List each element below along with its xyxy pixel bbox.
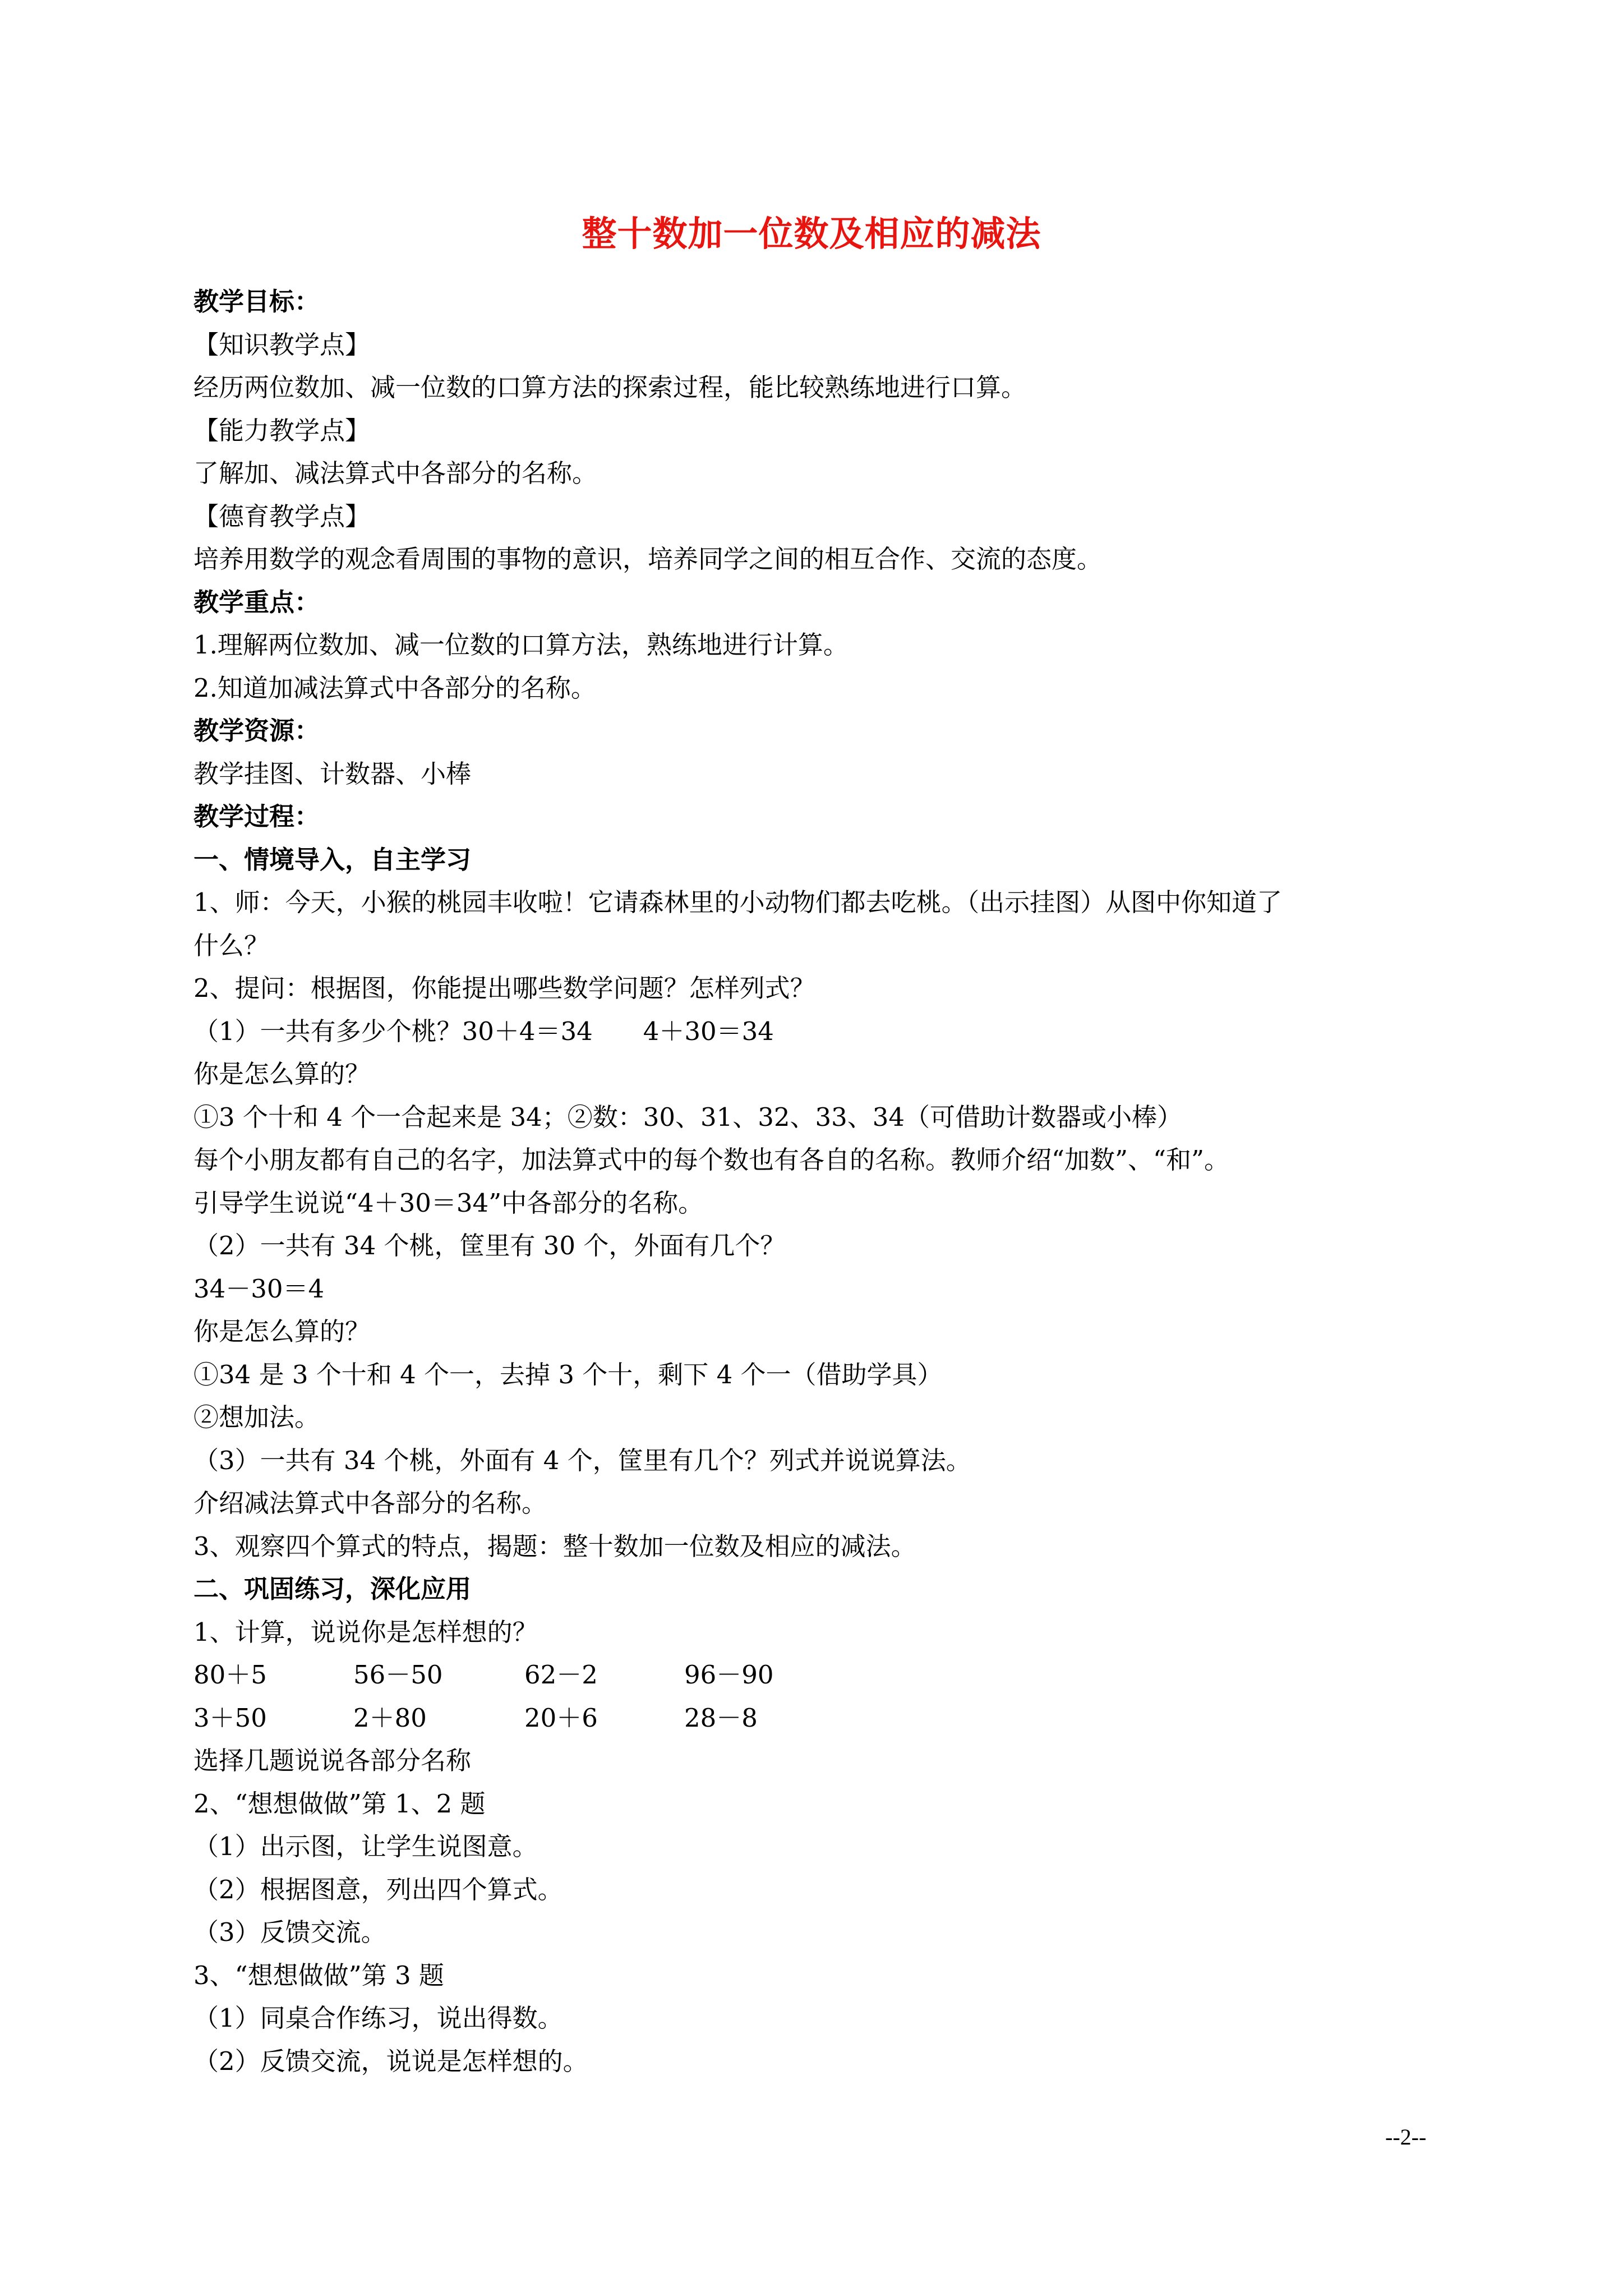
- document-title: 整十数加一位数及相应的减法: [582, 213, 1041, 254]
- section-heading: 一、情境导入，自主学习: [193, 844, 472, 875]
- calculation-item: 56－50: [353, 1660, 443, 1690]
- body-text-line: 引导学生说说“4＋30＝34”中各部分的名称。: [193, 1188, 704, 1218]
- body-text-line: 3、观察四个算式的特点，揭题：整十数加一位数及相应的减法。: [193, 1531, 916, 1561]
- body-text-line: （2）一共有 34 个桃，筐里有 30 个，外面有几个？: [193, 1231, 786, 1260]
- section-heading: 二、巩固练习，深化应用: [193, 1574, 472, 1604]
- section-heading: 教学资源：: [193, 716, 320, 746]
- body-text-line: ②想加法。: [193, 1402, 320, 1432]
- body-text-line: （1）一共有多少个桃？30＋4＝34 4＋30＝34: [193, 1016, 774, 1046]
- body-text-line: （3）反馈交流。: [193, 1917, 386, 1947]
- body-text-line: 1、师：今天，小猴的桃园丰收啦！它请森林里的小动物们都去吃桃。（出示挂图）从图中你知道了: [193, 887, 1283, 917]
- body-text-line: 3、“想想做做”第 3 题: [193, 1960, 444, 1990]
- calculation-row: [193, 1654, 1461, 1697]
- body-text-line: 1.理解两位数加、减一位数的口算方法，熟练地进行计算。: [193, 630, 849, 660]
- section-heading: 教学目标：: [193, 287, 320, 316]
- body-text-line: （1）同桌合作练习，说出得数。: [193, 2003, 563, 2033]
- body-text-line: （3）一共有 34 个桃，外面有 4 个，筐里有几个？列式并说说算法。: [193, 1445, 971, 1475]
- body-text-line: 什么？: [193, 930, 270, 960]
- body-text-line: 2、提问：根据图，你能提出哪些数学问题？怎样列式？: [193, 973, 815, 1003]
- page-number: --2--: [1385, 2124, 1427, 2150]
- section-heading: 教学重点：: [193, 587, 320, 617]
- section-heading: 教学过程：: [193, 802, 320, 831]
- body-text-line: 你是怎么算的？: [193, 1317, 371, 1346]
- body-text-line: 1、计算，说说你是怎样想的？: [193, 1617, 538, 1647]
- calculation-item: 3＋50: [193, 1703, 267, 1733]
- body-text-line: 培养用数学的观念看周围的事物的意识，培养同学之间的相互合作、交流的态度。: [193, 544, 1103, 574]
- body-text-line: 教学挂图、计数器、小棒: [193, 758, 472, 789]
- body-text-line: 【知识教学点】: [193, 329, 371, 360]
- body-text-line: 经历两位数加、减一位数的口算方法的探索过程，能比较熟练地进行口算。: [193, 372, 1027, 402]
- body-text-line: 【能力教学点】: [193, 415, 371, 445]
- calculation-item: 20＋6: [524, 1703, 598, 1733]
- body-text-line: （2）根据图意，列出四个算式。: [193, 1874, 563, 1904]
- body-text-line: 34－30＝4: [193, 1273, 325, 1304]
- body-text-line: （2）反馈交流，说说是怎样想的。: [193, 2046, 588, 2076]
- body-text-line: 你是怎么算的？: [193, 1059, 371, 1089]
- body-text-line: 每个小朋友都有自己的名字，加法算式中的每个数也有各自的名称。教师介绍“加数”、“和”。: [193, 1145, 1230, 1175]
- body-text-line: ①3 个十和 4 个一合起来是 34；②数：30、31、32、33、34（可借助计数器或小棒）: [193, 1102, 1183, 1132]
- calculation-item: 80＋5: [193, 1660, 267, 1690]
- body-lines-before: [193, 280, 1461, 1654]
- body-text-line: 【德育教学点】: [193, 501, 371, 531]
- calculation-item: 62－2: [524, 1660, 598, 1690]
- calculation-exercises: [193, 1654, 1461, 1740]
- body-text-line: 介绍减法算式中各部分的名称。: [193, 1488, 547, 1518]
- body-text-line: 了解加、减法算式中各部分的名称。: [193, 458, 598, 488]
- body-text-line: ①34 是 3 个十和 4 个一，去掉 3 个十，剩下 4 个一（借助学具）: [193, 1359, 943, 1389]
- body-text-line: 2、“想想做做”第 1、2 题: [193, 1788, 486, 1819]
- body-lines-after: [193, 1740, 1461, 2083]
- calculation-item: 96－90: [684, 1660, 774, 1690]
- document-body: [193, 280, 1461, 2083]
- body-text-line: 2.知道加减法算式中各部分的名称。: [193, 673, 596, 703]
- calculation-item: 2＋80: [353, 1703, 427, 1733]
- calculation-row: [193, 1697, 1461, 1740]
- body-text-line: （1）出示图，让学生说图意。: [193, 1832, 538, 1861]
- calculation-item: 28－8: [684, 1703, 758, 1733]
- body-text-line: 选择几题说说各部分名称: [193, 1746, 472, 1775]
